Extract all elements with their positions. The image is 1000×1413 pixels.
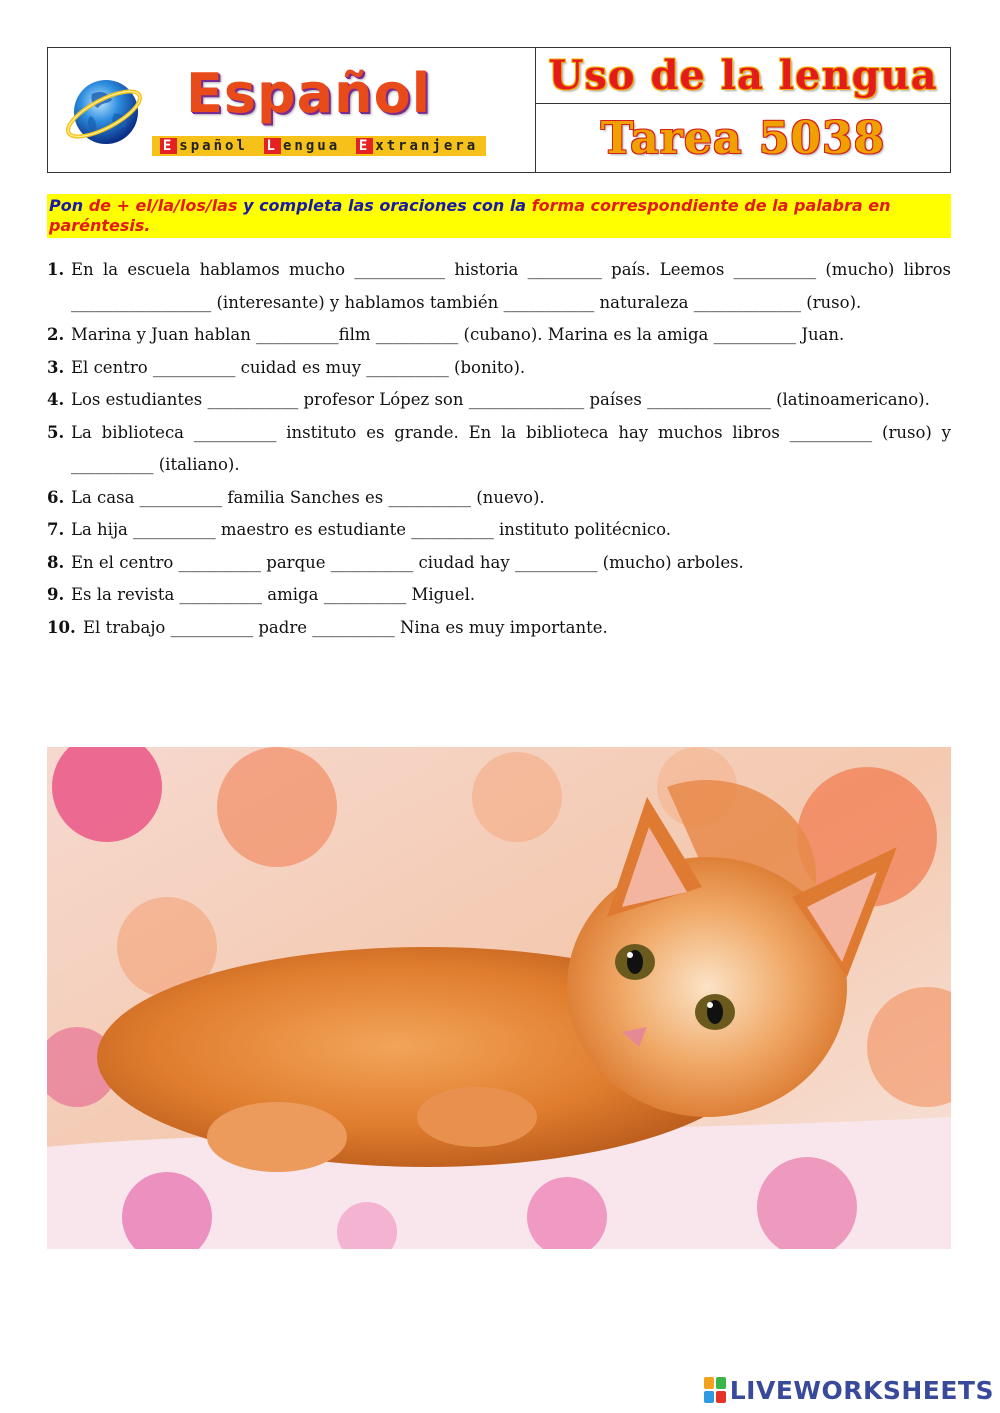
- instruction-text: y completa las oraciones con la: [237, 196, 532, 215]
- exercise-item: [47, 612, 951, 645]
- exercise-item: [47, 579, 951, 612]
- exercise-text[interactable]: Los estudiantes ___________ profesor López son ______________ países _______________ (latinoamericano).: [71, 390, 930, 409]
- exercise-text[interactable]: El centro __________ cuidad es muy __________ (bonito).: [71, 357, 526, 377]
- exercise-number: 8.: [47, 552, 65, 572]
- exercise-item: [47, 417, 951, 482]
- topic-cell: [536, 48, 950, 104]
- exercise-number: 3.: [47, 357, 65, 377]
- exercise-item: [47, 352, 951, 385]
- exercise-text[interactable]: La casa __________ familia Sanches es __________ (nuevo).: [71, 487, 545, 507]
- kitten-photo: [47, 747, 951, 1249]
- worksheet-header: [47, 47, 951, 173]
- task-title: Tarea 5038: [600, 112, 886, 164]
- exercise-number: 5.: [47, 422, 65, 442]
- liveworksheets-brand: LIVEWORKSHEETS: [729, 1375, 994, 1405]
- exercise-text[interactable]: Es la revista __________ amiga __________ Miguel.: [71, 585, 476, 604]
- logo-subtitle-word: E spañol: [160, 138, 248, 154]
- liveworksheets-logo[interactable]: [704, 1373, 994, 1407]
- logo-subtitle-word: L engua: [264, 138, 341, 154]
- topic-title: Uso de la lengua: [548, 52, 938, 99]
- exercise-text[interactable]: Marina y Juan hablan __________film __________ (cubano). Marina es la amiga __________ Juan.: [71, 325, 845, 344]
- exercise-number: 7.: [47, 520, 65, 539]
- exercise-text[interactable]: En el centro __________ parque __________ ciudad hay __________ (mucho) arboles.: [71, 552, 744, 572]
- task-cell: [536, 104, 950, 172]
- instruction-text: .: [144, 216, 151, 235]
- instruction-box: [47, 194, 951, 238]
- exercise-text[interactable]: La hija __________ maestro es estudiante __________ instituto politécnico.: [71, 520, 672, 539]
- exercise-text[interactable]: En la escuela hablamos mucho ___________ historia _________ país. Leemos __________ (mucho) libros _________________ (interesante) y hablamos también ___________ naturaleza _____________ (ruso).: [71, 260, 951, 312]
- exercise-item: [47, 547, 951, 580]
- logo-subtitle-word: E xtranjera: [356, 138, 478, 154]
- instruction-highlight: forma correspondiente de la palabra en paréntesis: [49, 196, 891, 235]
- exercise-number: 1.: [47, 260, 65, 279]
- instruction-highlight: de + el/la/los/las: [88, 196, 238, 215]
- exercise-text[interactable]: El trabajo __________ padre __________ Nina es muy importante.: [83, 617, 608, 637]
- exercise-item: [47, 514, 951, 547]
- instruction-text: Pon: [49, 196, 89, 215]
- logo-title: Español: [186, 62, 432, 125]
- exercise-item: [47, 319, 951, 352]
- liveworksheets-icon: [704, 1377, 726, 1403]
- exercise-list: [47, 254, 951, 644]
- exercise-item: [47, 254, 951, 319]
- exercise-item: [47, 482, 951, 515]
- exercise-number: 10.: [47, 617, 76, 637]
- exercise-text[interactable]: La biblioteca __________ instituto es grande. En la biblioteca hay muchos libros __________ (ruso) y __________ (italiano).: [71, 422, 951, 474]
- exercise-number: 4.: [47, 390, 65, 409]
- exercise-number: 2.: [47, 325, 65, 344]
- globe-icon: [62, 70, 146, 154]
- kitten-image: [47, 747, 951, 1249]
- exercise-number: 6.: [47, 487, 65, 507]
- exercise-number: 9.: [47, 585, 65, 604]
- logo-area: [48, 48, 536, 172]
- exercise-item: [47, 384, 951, 417]
- logo-subtitle: [152, 136, 486, 156]
